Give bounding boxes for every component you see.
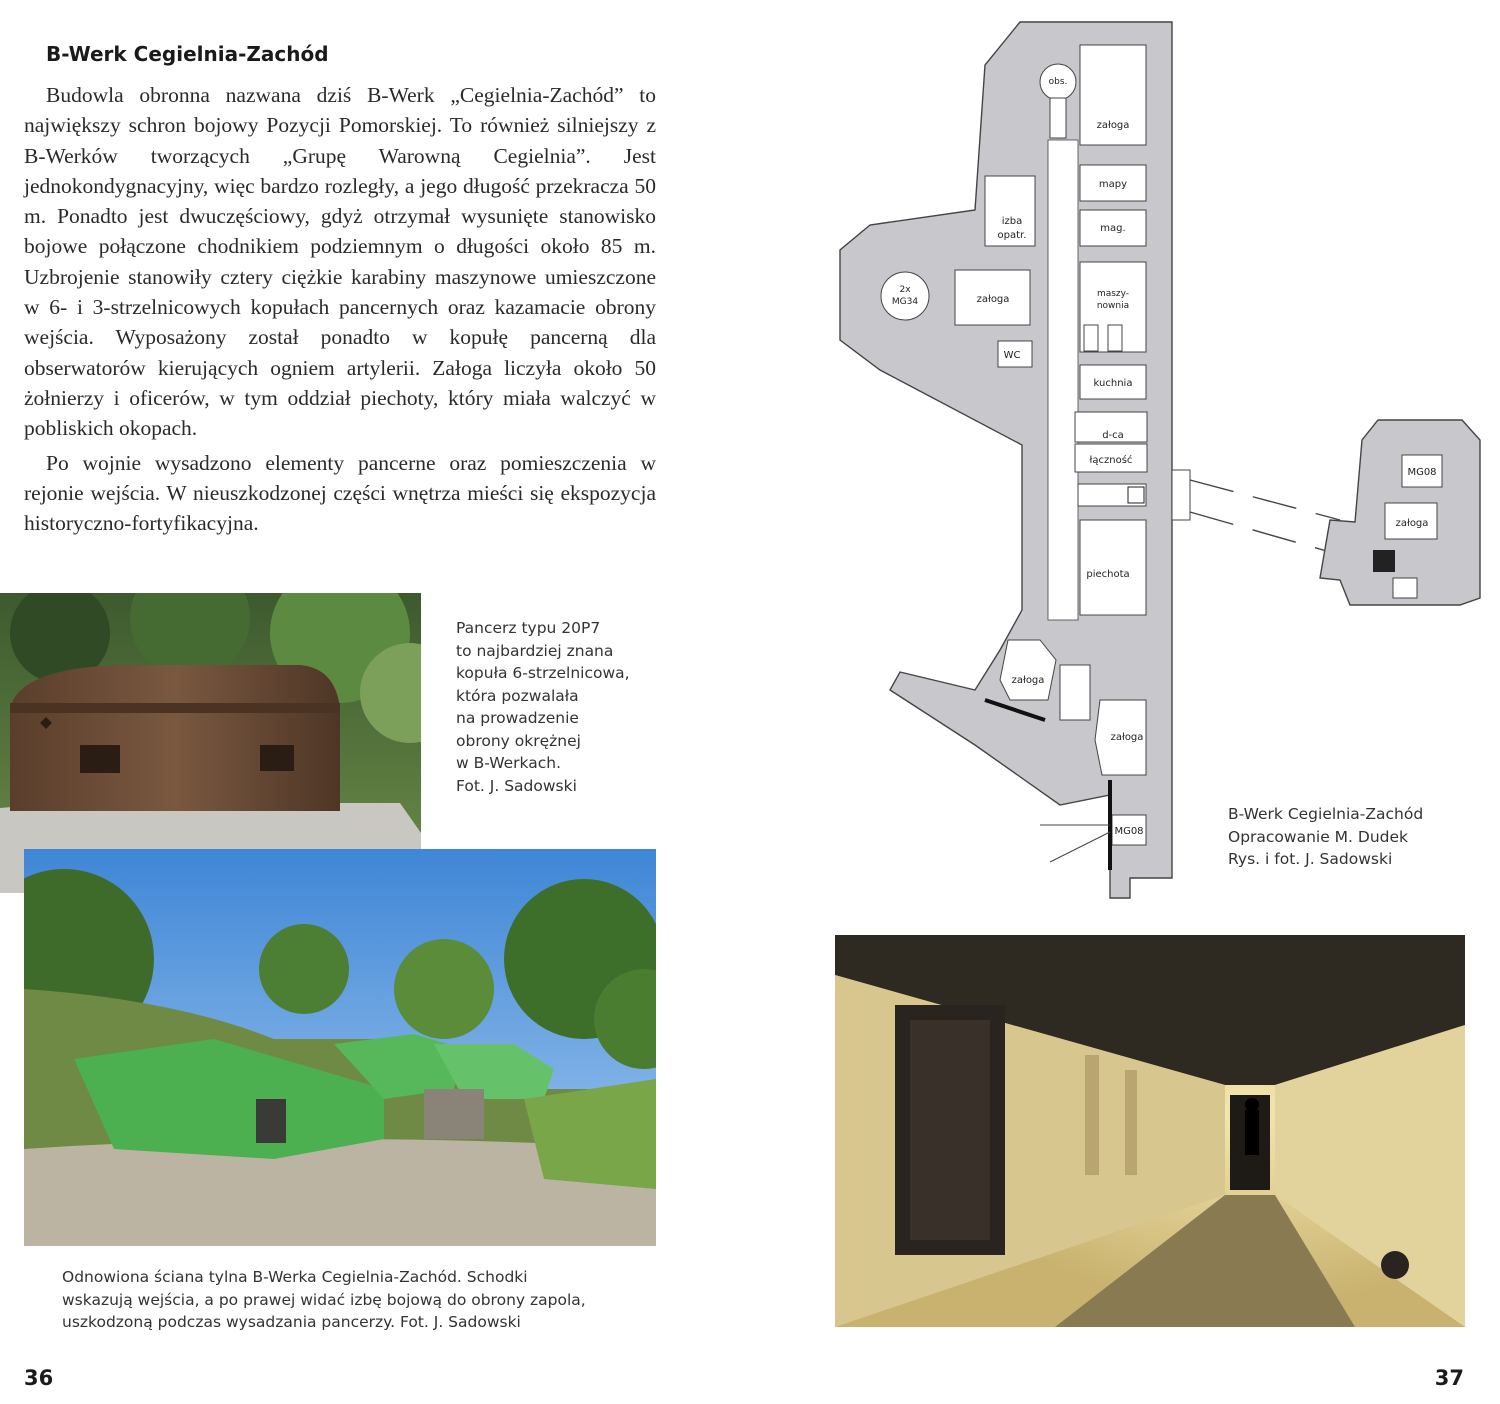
plan-label: załoga: [1110, 732, 1144, 743]
caption-line: B-Werk Cegielnia-Zachód: [1228, 805, 1424, 823]
plan-label: izba: [1001, 216, 1023, 227]
caption-line: która pozwalała: [456, 686, 579, 705]
plan-caption: [1228, 803, 1478, 871]
corridor-photo: [835, 935, 1465, 1327]
section-heading: B-Werk Cegielnia-Zachód: [46, 42, 329, 66]
caption-line: Opracowanie M. Dudek: [1228, 827, 1409, 846]
plan-label: opatr.: [997, 230, 1027, 241]
caption-line: Rys. i fot. J. Sadowski: [1228, 850, 1393, 868]
floor-plan-diagram: [830, 20, 1490, 910]
plan-label: d-ca: [1102, 430, 1124, 441]
plan-label: obs.: [1048, 77, 1068, 87]
paragraph: Budowla obronna nazwana dziś B-Werk „Cegielnia-Zachód” to największy schron bojowy Pozycji Pomorskiej. To również silniejszy z B-Werków tworzących „Grupę Warowną Cegielnia”. Jest jednokondygnacyjny, więc bardzo rozległy, a jego długość przekracza 50 m. Ponadto jest dwuczęściowy, gdyż otrzymał wysunięte stanowisko bojowe połączone chodnikiem podziemnym o długości około 85 m. Uzbrojenie stanowiły cztery ciężkie karabiny maszynowe umieszczone w 6- i 3-strzelnicowych kopułach pancernych oraz kazamacie obrony wejścia. Wyposażony został ponadto w kopułę pancerną dla obserwatorów kierujących ogniem artylerii. Załoga liczyła około 50 żołnierzy i oficerów, w tym oddział piechoty, który miała walczyć w pobliskich okopach.: [24, 83, 656, 441]
plan-label: maszy-: [1096, 289, 1130, 299]
paragraph: Po wojnie wysadzono elementy pancerne oraz pomieszczenia w rejonie wejścia. W nieuszkodzonej części wnętrza mieści się ekspozycja historyczno-fortyfikacyjna.: [24, 450, 656, 536]
body-text: [24, 80, 656, 538]
dome-caption: [456, 617, 666, 797]
caption-line: obrony okrężnej: [456, 731, 581, 750]
right-page: [750, 0, 1500, 1404]
caption-line: Fot. J. Sadowski: [456, 776, 577, 795]
plan-label: MG08: [1114, 826, 1144, 837]
caption-line: kopuła 6-strzelnicowa,: [456, 664, 630, 682]
plan-label: załoga: [1395, 518, 1429, 529]
caption-line: Pancerz typu 20P7: [456, 619, 601, 637]
plan-label: piechota: [1086, 569, 1130, 580]
plan-label: WC: [1003, 350, 1021, 361]
caption-line: wskazują wejścia, a po prawej widać izbę bojową do obrony zapola,: [62, 1290, 586, 1309]
plan-label: łączność: [1089, 455, 1133, 466]
page-number: 37: [1434, 1366, 1464, 1390]
caption-line: uszkodzoną podczas wysadzania pancerzy. Fot. J. Sadowski: [62, 1313, 521, 1331]
plan-label: załoga: [1096, 120, 1130, 131]
plan-label: kuchnia: [1093, 378, 1133, 389]
caption-line: w B-Werkach.: [456, 754, 562, 772]
armored-dome-photo: [0, 593, 421, 893]
plan-label: załoga: [976, 294, 1010, 305]
caption-line: Odnowiona ściana tylna B-Werka Cegielnia-Zachód. Schodki: [62, 1268, 528, 1286]
plan-label: MG34: [891, 297, 919, 307]
wall-caption: [62, 1266, 662, 1334]
caption-line: na prowadzenie: [456, 709, 579, 727]
caption-line: to najbardziej znana: [456, 641, 614, 660]
plan-label: MG08: [1407, 467, 1437, 478]
page-number: 36: [24, 1366, 54, 1390]
plan-label: nownia: [1096, 301, 1130, 311]
plan-label: mag.: [1100, 223, 1126, 234]
restored-wall-photo: [24, 849, 656, 1246]
plan-label: mapy: [1098, 179, 1128, 190]
plan-label: załoga: [1011, 675, 1045, 686]
plan-label: 2x: [899, 285, 911, 295]
